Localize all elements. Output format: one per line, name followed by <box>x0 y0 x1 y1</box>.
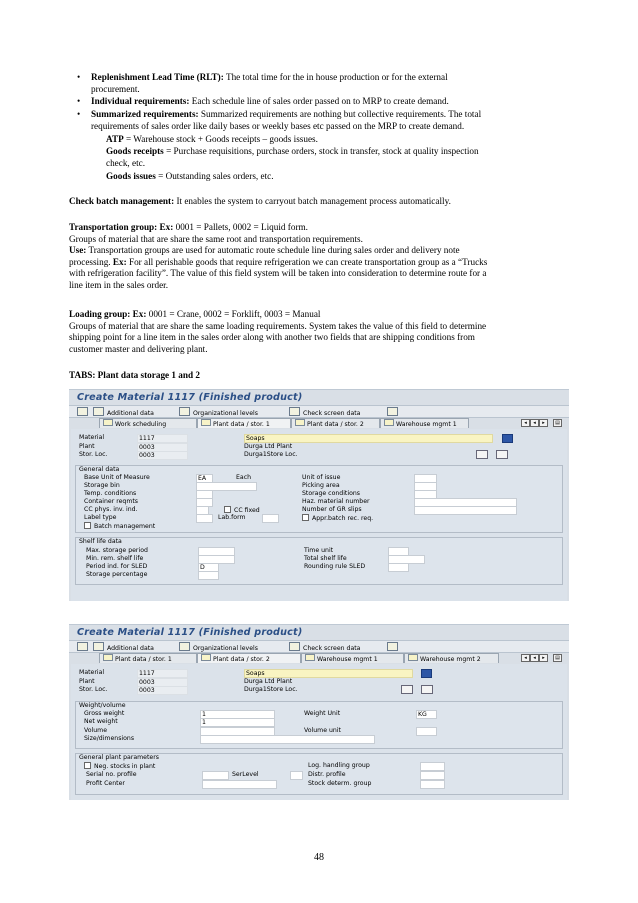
goods-receipts-text: = Purchase requisitions, purchase orders, stock in transfer, stock at quality inspection <box>163 146 479 156</box>
storage-location-label: Stor. Loc. <box>79 686 108 693</box>
storage-location-field[interactable]: 0003 <box>137 451 188 460</box>
transport-ex: Ex: <box>157 222 174 232</box>
net-weight-field[interactable]: 1 <box>200 718 275 727</box>
tab-icon <box>201 419 211 426</box>
cc-phys-label: CC phys. inv. ind. <box>84 506 138 513</box>
tabs-heading <box>69 370 569 382</box>
material-field[interactable]: 1117 <box>137 434 188 443</box>
general-data-group <box>75 465 563 533</box>
lab-form-field[interactable] <box>262 514 279 523</box>
gross-weight-field[interactable]: 1 <box>200 710 275 719</box>
button-label: Check screen data <box>303 645 361 652</box>
rounding-field[interactable] <box>388 563 409 572</box>
tab-first-icon[interactable]: ◂ <box>521 654 530 662</box>
goods-receipts-text: check, etc. <box>106 157 146 168</box>
bullet-dot: • <box>77 96 81 106</box>
org-levels-button[interactable] <box>179 407 258 416</box>
bullet-term: Replenishment Lead Time (RLT): <box>91 72 224 82</box>
base-uom-field[interactable]: EA <box>196 474 213 483</box>
org-icon <box>179 407 190 416</box>
checkbox-icon <box>84 522 91 529</box>
tab-icon <box>384 419 394 426</box>
plant-field[interactable]: 0003 <box>137 443 188 452</box>
stock-determ-field[interactable] <box>420 780 445 789</box>
label-type-field[interactable] <box>196 514 213 523</box>
goods-issues-line <box>106 171 569 183</box>
group-title: Weight/volume <box>79 702 126 709</box>
distr-profile-field[interactable] <box>420 771 445 780</box>
tab-label: Plant data / stor. 1 <box>213 421 270 428</box>
profit-center-field[interactable] <box>202 780 277 789</box>
tab-warehouse-1[interactable] <box>301 653 404 663</box>
material-description-field[interactable]: Soaps <box>244 669 413 678</box>
transport-term: Transportation group: <box>69 222 158 232</box>
group-title: General plant parameters <box>79 754 159 761</box>
arrow-icon <box>93 642 104 651</box>
storage-location-description: Durga1Store Loc. <box>244 451 298 458</box>
time-unit-label: Time unit <box>304 547 334 554</box>
check-icon <box>289 642 300 651</box>
loading-text: shipping point for a line item in the sales order along with another two fields that are shipping conditions from <box>69 332 475 343</box>
bullet-rlt <box>77 72 569 95</box>
log-handling-field[interactable] <box>420 762 445 771</box>
goods-issues-term: Goods issues <box>106 171 156 181</box>
check-batch-term: Check batch management: <box>69 196 175 206</box>
info-icon[interactable] <box>502 434 513 443</box>
button-label: Organizational levels <box>193 410 258 417</box>
screen-title: Create Material 1117 (Finished product) <box>77 627 303 638</box>
serlevel-field[interactable] <box>290 771 303 780</box>
transport-heading-text: 0001 = Pallets, 0002 = Liquid form. <box>173 222 308 232</box>
bullet-individual <box>77 96 569 108</box>
check-screen-button[interactable] <box>289 407 360 416</box>
tab-label: Warehouse mgmt 1 <box>317 656 378 663</box>
weight-volume-group <box>75 701 563 749</box>
tab-next-icon[interactable]: ▸ <box>539 654 548 662</box>
stock-determ-label: Stock determ. group <box>308 780 372 787</box>
tab-label: Warehouse mgmt 2 <box>420 656 481 663</box>
tab-plant-stor-1[interactable] <box>197 418 291 428</box>
general-plant-parameters-group <box>75 753 563 795</box>
loading-text: customer master and delivering plant. <box>69 343 208 354</box>
gross-weight-label: Gross weight <box>84 710 125 717</box>
tab-content <box>71 429 567 601</box>
goods-issues-text: = Outstanding sales orders, etc. <box>155 171 274 181</box>
tab-icon <box>295 419 305 426</box>
material-label: Material <box>79 434 105 441</box>
tab-warehouse-1[interactable] <box>380 418 469 428</box>
bullet-term: Individual requirements: <box>91 96 190 106</box>
batch-management-checkbox[interactable] <box>84 522 155 530</box>
additional-data-button[interactable] <box>93 642 154 651</box>
sap-screen-2 <box>69 624 569 800</box>
group-title: Shelf life data <box>79 538 122 545</box>
storage-pct-field[interactable] <box>198 571 219 580</box>
loading-heading-text: 0001 = Crane, 0002 = Forklift, 0003 = Manual <box>146 309 321 319</box>
transport-text: line item in the sales order. <box>69 279 168 290</box>
bullet-text: The total time for the in house production or for the external <box>225 72 448 82</box>
plant-label: Plant <box>79 678 95 685</box>
bullet-text: procurement. <box>91 83 140 94</box>
tab-first-icon[interactable]: ◂ <box>521 419 530 427</box>
exec-icon[interactable] <box>77 407 91 416</box>
bullet-text: Each schedule line of sales order passed on to MRP to create demand. <box>191 96 449 106</box>
page-number: 48 <box>314 852 324 863</box>
exec-icon[interactable] <box>77 642 91 651</box>
checkbox-label: Appr.batch rec. req. <box>312 515 374 522</box>
storage-location-label: Stor. Loc. <box>79 451 108 458</box>
tab-icon <box>103 654 113 661</box>
transport-text: processing. <box>69 256 113 267</box>
tab-work-scheduling[interactable] <box>99 418 197 428</box>
material-label: Material <box>79 669 105 676</box>
atp-term: ATP <box>106 134 124 144</box>
volume-label: Volume <box>84 727 108 734</box>
goods-receipts-term: Goods receipts <box>106 146 164 156</box>
unit-of-issue-label: Unit of issue <box>302 474 341 481</box>
plant-field[interactable]: 0003 <box>137 678 188 687</box>
material-description-field[interactable]: Soaps <box>244 434 493 443</box>
transport-text: Groups of material that are share the same root and transportation requirements. <box>69 233 363 244</box>
transport-text: Transportation groups are used for automatic route schedule line during sales order and delivery note <box>86 245 460 256</box>
min-rem-label: Min. rem. shelf life <box>86 555 144 562</box>
loading-text: Groups of material that are share the same loading requirements. System takes the value of this field to determine <box>69 320 487 331</box>
storage-location-description: Durga1Store Loc. <box>244 686 298 693</box>
glasses-icon[interactable] <box>476 450 488 459</box>
checkbox-icon <box>84 762 91 769</box>
log-handling-label: Log. handling group <box>308 762 370 769</box>
distr-profile-label: Distr. profile <box>308 771 346 778</box>
check-batch-paragraph <box>69 196 569 208</box>
bullet-text: Summarized requirements are nothing but collective requirements. The total <box>200 109 482 119</box>
cc-fixed-checkbox[interactable] <box>224 506 260 514</box>
storage-bin-label: Storage bin <box>84 482 120 489</box>
tab-plant-stor-1[interactable] <box>99 653 197 663</box>
period-ind-label: Period ind. for SLED <box>86 563 148 570</box>
tab-warehouse-2[interactable] <box>404 653 499 663</box>
lab-form-label: Lab.form <box>218 514 246 521</box>
container-label: Container reqmts <box>84 498 139 505</box>
tab-prev-icon[interactable]: ◂ <box>530 654 539 662</box>
print-icon[interactable] <box>387 407 401 416</box>
tab-content <box>71 664 567 800</box>
atp-text: = Warehouse stock + Goods receipts – goods issues. <box>123 134 318 144</box>
plant-description: Durga Ltd Plant <box>244 443 293 450</box>
button-label: Organizational levels <box>193 645 258 652</box>
tab-icon <box>305 654 315 661</box>
volume-unit-field[interactable] <box>416 727 437 736</box>
tab-label: Work scheduling <box>115 421 167 428</box>
transport-text: For all perishable goods that require refrigeration we can create transportation group as a “Trucks <box>126 256 488 267</box>
plant-description: Durga Ltd Plant <box>244 678 293 685</box>
tab-label: Warehouse mgmt 1 <box>396 421 457 428</box>
tab-list-icon[interactable]: ▤ <box>553 419 562 427</box>
base-uom-label: Base Unit of Measure <box>84 474 150 481</box>
temp-conditions-label: Temp. conditions <box>84 490 137 497</box>
transport-text: with refrigeration facility”. The value of this field system will be taken into consideration to determine route for a <box>69 268 487 279</box>
gr-slips-field[interactable] <box>414 506 517 515</box>
transport-use-term: Use: <box>69 245 87 256</box>
plant-label: Plant <box>79 443 95 450</box>
tab-prev-icon[interactable]: ◂ <box>530 419 539 427</box>
button-label: Additional data <box>107 410 154 417</box>
storage-location-field[interactable]: 0003 <box>137 686 188 695</box>
org-levels-button[interactable] <box>179 642 258 651</box>
tab-plant-stor-2[interactable] <box>291 418 380 428</box>
print-icon[interactable] <box>387 642 401 651</box>
screen-title: Create Material 1117 (Finished product) <box>77 392 303 403</box>
tab-strip <box>69 652 569 663</box>
picking-area-label: Picking area <box>302 482 340 489</box>
material-field[interactable]: 1117 <box>137 669 188 678</box>
tab-label: Plant data / stor. 2 <box>213 656 270 663</box>
volume-unit-label: Volume unit <box>304 727 341 734</box>
tab-icon <box>201 654 211 661</box>
rounding-label: Rounding rule SLED <box>304 563 366 570</box>
weight-unit-field[interactable]: KG <box>416 710 437 719</box>
serlevel-label: SerLevel <box>232 771 259 778</box>
check-screen-button[interactable] <box>289 642 360 651</box>
tab-next-icon[interactable]: ▸ <box>539 419 548 427</box>
check-batch-text: It enables the system to carryout batch management process automatically. <box>174 196 451 206</box>
transport-ex-term: Ex: <box>112 256 127 267</box>
bullet-text: requirements of sales order like daily bases or weekly bases etc passed on the MRP to create demand. <box>91 120 465 131</box>
tabs-heading-text: TABS: Plant data storage 1 and 2 <box>69 370 201 380</box>
arrow-icon <box>93 407 104 416</box>
button-label: Additional data <box>107 645 154 652</box>
size-label: Size/dimensions <box>84 735 135 742</box>
goods-receipts-line <box>106 146 569 169</box>
bullet-summarized <box>77 109 569 132</box>
size-field[interactable] <box>200 735 375 744</box>
tab-plant-stor-2[interactable] <box>197 653 301 663</box>
gr-slips-label: Number of GR slips <box>302 506 362 513</box>
check-icon <box>289 407 300 416</box>
transport-paragraph <box>69 222 569 292</box>
checkbox-label: Neg. stocks in plant <box>94 763 156 770</box>
max-storage-label: Max. storage period <box>86 547 148 554</box>
storage-conditions-label: Storage conditions <box>302 490 361 497</box>
checkbox-icon <box>224 506 231 513</box>
loading-ex: Ex: <box>130 309 147 319</box>
sap-screen-1 <box>69 389 569 601</box>
tab-list-icon[interactable]: ▤ <box>553 654 562 662</box>
checkbox-label: Batch management <box>94 523 156 530</box>
serial-profile-field[interactable] <box>202 771 229 780</box>
note-icon[interactable] <box>496 450 508 459</box>
tab-label: Plant data / stor. 1 <box>115 656 172 663</box>
shelf-life-group <box>75 537 563 585</box>
group-title: General data <box>79 466 120 473</box>
bullet-dot: • <box>77 109 81 119</box>
bullet-dot: • <box>77 72 81 82</box>
tab-icon <box>408 654 418 661</box>
neg-stocks-checkbox[interactable] <box>84 762 155 770</box>
org-icon <box>179 642 190 651</box>
label-type-label: Label type <box>84 514 117 521</box>
period-ind-field[interactable]: D <box>198 563 219 572</box>
serial-profile-label: Serial no. profile <box>86 771 137 778</box>
checkbox-icon <box>302 514 309 521</box>
loading-paragraph <box>69 309 569 355</box>
additional-data-button[interactable] <box>93 407 154 416</box>
storage-pct-label: Storage percentage <box>86 571 148 578</box>
checkbox-label: CC fixed <box>234 507 260 514</box>
appr-batch-checkbox[interactable] <box>302 514 373 522</box>
bullet-term: Summarized requirements: <box>91 109 199 119</box>
tab-icon <box>103 419 113 426</box>
net-weight-label: Net weight <box>84 718 118 725</box>
total-shelf-label: Total shelf life <box>304 555 347 562</box>
base-uom-text: Each <box>236 474 252 481</box>
weight-unit-label: Weight Unit <box>304 710 341 717</box>
tab-strip <box>69 417 569 428</box>
tab-label: Plant data / stor. 2 <box>307 421 364 428</box>
info-icon[interactable] <box>421 669 432 678</box>
button-label: Check screen data <box>303 410 361 417</box>
glasses-icon[interactable] <box>401 685 413 694</box>
haz-material-label: Haz. material number <box>302 498 370 505</box>
note-icon[interactable] <box>421 685 433 694</box>
profit-center-label: Profit Center <box>86 780 125 787</box>
loading-term: Loading group: <box>69 309 131 319</box>
atp-line <box>106 134 569 146</box>
